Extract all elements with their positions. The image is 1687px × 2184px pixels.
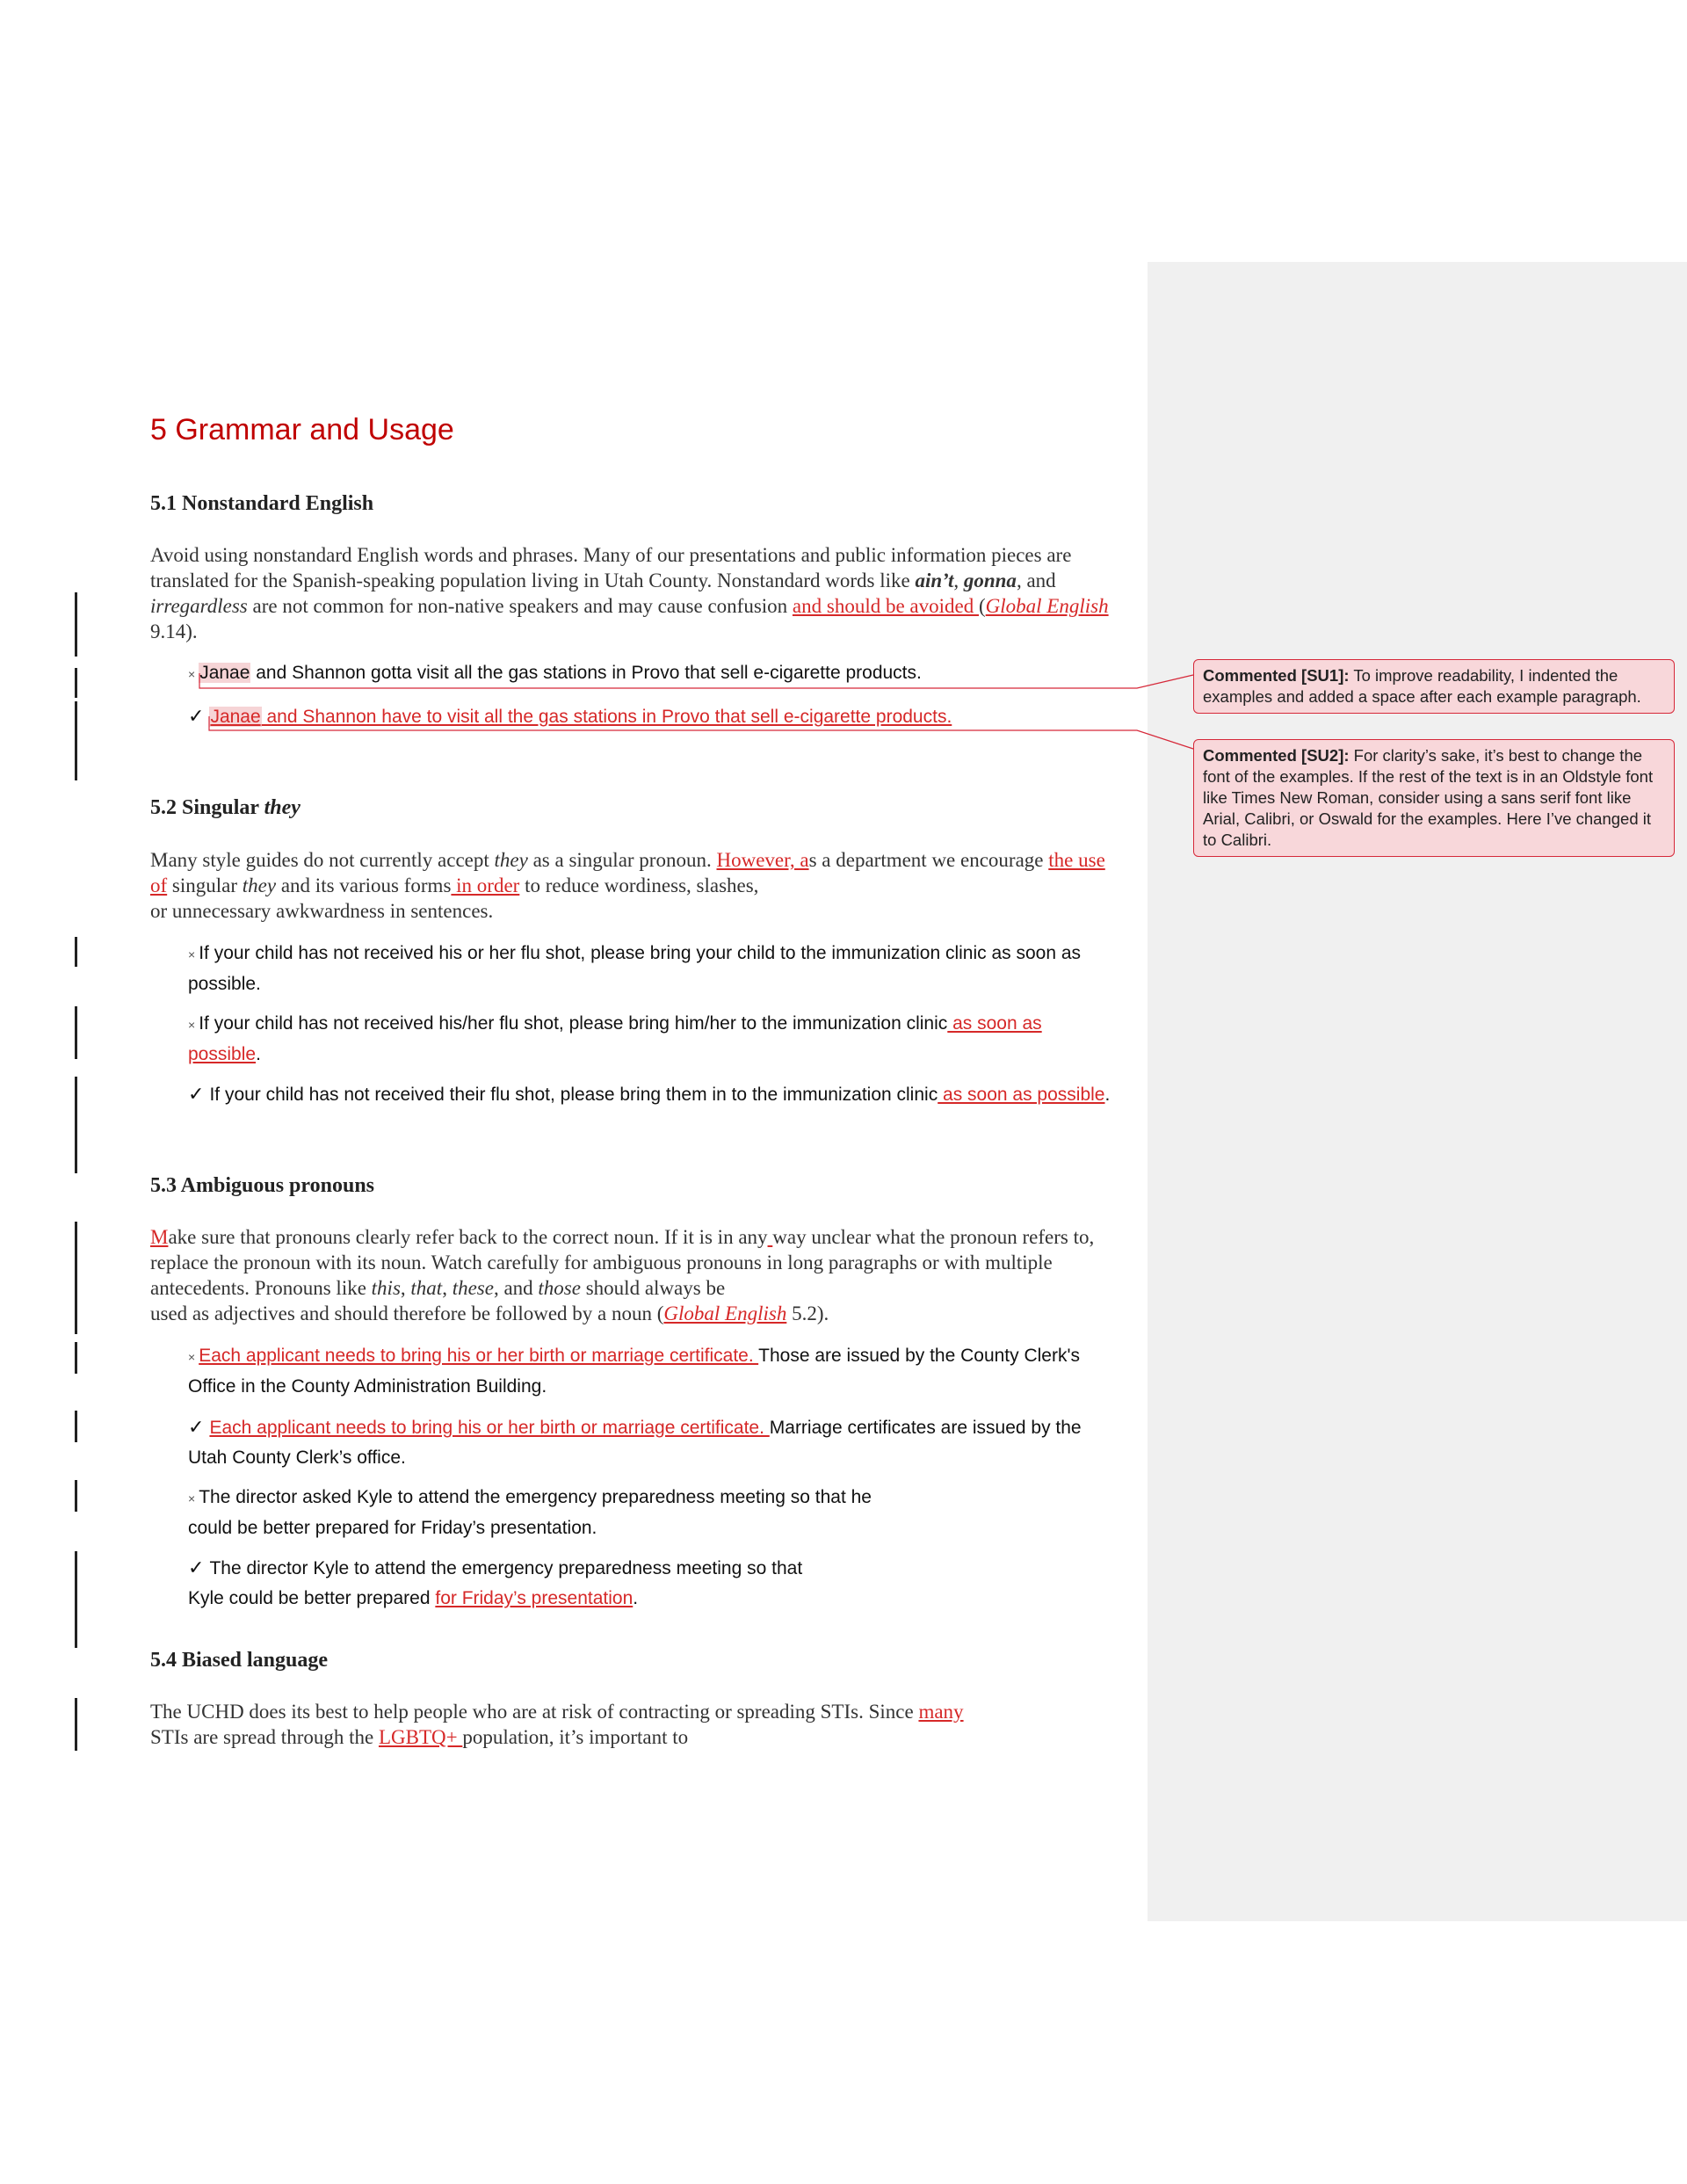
tracked-insertion[interactable]: many — [918, 1701, 964, 1723]
example-5-3-correct-2: ✓ The director Kyle to attend the emergency preparedness meeting so that Kyle could be better prepared for Friday’s presentation. — [188, 1556, 803, 1608]
tracked-insertion[interactable]: Each applicant needs to bring his or her birth or marriage certificate. — [209, 1418, 770, 1438]
comment-anchor[interactable]: Janae — [210, 707, 261, 727]
section-title-5-3: 5.3 Ambiguous pronouns — [150, 1174, 374, 1197]
tracked-insertion[interactable]: in order — [451, 874, 520, 896]
paragraph-5-2: Many style guides do not currently accept they as a singular pronoun. However, as a department we encourage the use of singular they and its various forms in order to reduce wordiness, slashes, or unnecessary awkwardness in sentences. — [150, 849, 1105, 922]
tracked-insertion[interactable]: M — [150, 1226, 169, 1248]
cross-icon: × — [188, 947, 196, 961]
example-5-3-incorrect-1: × Each applicant needs to bring his or her birth or marriage certificate. Those are issued by the County Clerk's Office in the County Administration Building. — [188, 1346, 1080, 1397]
tracked-insertion[interactable]: the use of — [150, 849, 1105, 896]
tracked-insertion[interactable]: as soon as possible — [188, 1013, 1042, 1064]
cross-icon: × — [188, 1018, 196, 1032]
tracked-insertion[interactable]: However, a — [716, 849, 809, 871]
checkmark-icon: ✓ — [188, 705, 205, 727]
comment-label: Commented [SU1]: — [1203, 666, 1350, 685]
comment-label: Commented [SU2]: — [1203, 746, 1350, 765]
paragraph-5-4: The UCHD does its best to help people who are at risk of contracting or spreading STIs. Since many STIs are spread through the LGBTQ+ population, it’s important to — [150, 1701, 964, 1748]
paragraph-5-1: Avoid using nonstandard English words and phrases. Many of our presentations and public information pieces are translated for the Spanish-speaking population living in Utah County. Nonstandard words like ain’t, gonna, and irregardless are not common for non-native speakers and may cause confusion and should be avoided (Global English 9.14). — [150, 544, 1109, 642]
tracked-insertion[interactable]: Each applicant needs to bring his or her birth or marriage certificate. — [199, 1346, 759, 1366]
cross-icon: × — [188, 1350, 196, 1364]
example-5-2-incorrect-2: × If your child has not received his/her flu shot, please bring him/her to the immunization clinic as soon as possible. — [188, 1013, 1042, 1064]
example-5-3-correct-1: ✓ Each applicant needs to bring his or her birth or marriage certificate. Marriage certificates are issued by the Utah County Clerk’s office. — [188, 1416, 1082, 1468]
paragraph-5-3: Make sure that pronouns clearly refer back to the correct noun. If it is in any way unclear what the pronoun refers to, replace the pronoun with its noun. Watch carefully for ambiguous pronouns in long paragraphs or with multiple antecedents. Pronouns like this, that, these, and those should always be used as adjectives and should therefore be followed by a noun (Global English 5.2). — [150, 1226, 1095, 1324]
cross-icon: × — [188, 667, 196, 681]
checkmark-icon: ✓ — [188, 1083, 205, 1105]
tracked-insertion[interactable]: for Friday’s presentation — [435, 1588, 634, 1608]
example-5-3-incorrect-2: × The director asked Kyle to attend the emergency preparedness meeting so that he could be better prepared for Friday’s presentation. — [188, 1487, 872, 1538]
cross-icon: × — [188, 1491, 196, 1506]
tracked-insertion[interactable]: LGBTQ+ — [378, 1726, 463, 1748]
checkmark-icon: ✓ — [188, 1416, 205, 1438]
example-5-2-correct: ✓ If your child has not received their flu shot, please bring them in to the immunization clinic as soon as possible. — [188, 1083, 1111, 1105]
reference-link[interactable]: Global English — [663, 1302, 787, 1324]
tracked-insertion[interactable]: and should be avoided — [792, 595, 979, 617]
comment-connector-su1 — [199, 673, 1193, 688]
section-title-5-4: 5.4 Biased language — [150, 1649, 329, 1672]
tracked-insertion[interactable]: as soon as possible — [938, 1085, 1105, 1105]
example-5-2-incorrect-1: × If your child has not received his or her flu shot, please bring your child to the immunization clinic as soon as possible. — [188, 943, 1082, 994]
page-title: 5 Grammar and Usage — [150, 413, 454, 446]
comment-su2[interactable]: Commented [SU2]: For clarity’s sake, it’s best to change the font of the examples. If the rest of the text is in an Oldstyle font like Times New Roman, consider using a sans serif font like Arial, Calibri, or Oswald for the examples. Here I’ve changed it to Calibri. — [1193, 739, 1675, 857]
section-title-5-1: 5.1 Nonstandard English — [150, 492, 374, 515]
comment-su1[interactable]: Commented [SU1]: To improve readability, I indented the examples and added a space after each example paragraph. — [1193, 659, 1675, 714]
comment-connector-su2 — [209, 716, 1193, 749]
checkmark-icon: ✓ — [188, 1556, 205, 1578]
tracked-insertion[interactable]: and Shannon have to visit all the gas stations in Provo that sell e-cigarette products. — [261, 707, 952, 727]
section-title-5-2: 5.2 Singular they — [150, 796, 300, 819]
comment-anchor[interactable]: Janae — [199, 663, 250, 683]
example-5-1-incorrect: × Janae and Shannon gotta visit all the gas stations in Provo that sell e-cigarette products. — [188, 663, 922, 683]
reference-link[interactable]: Global English — [985, 595, 1109, 617]
